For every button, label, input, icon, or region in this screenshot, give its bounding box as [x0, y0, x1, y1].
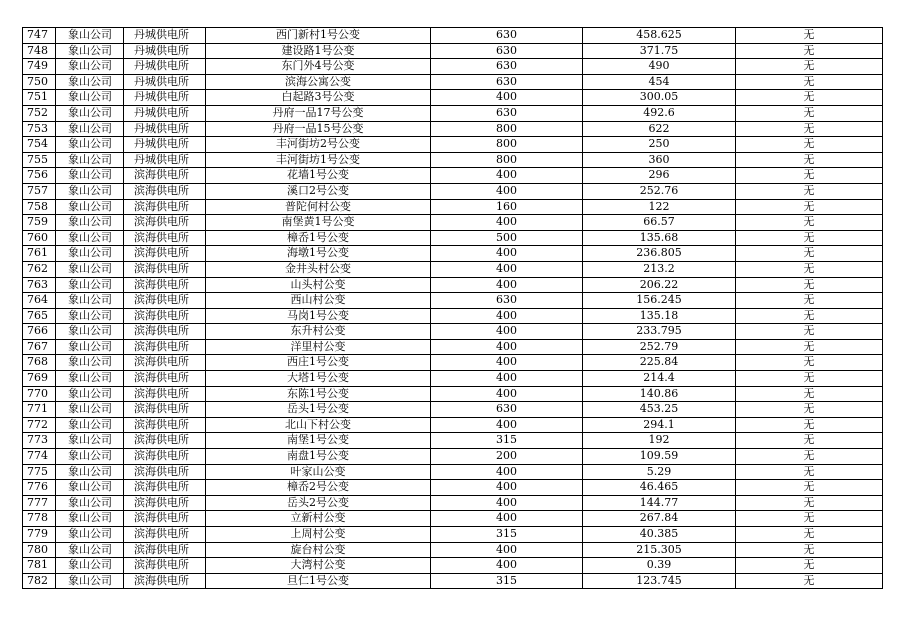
company-cell: 象山公司: [56, 371, 124, 387]
company-cell: 象山公司: [56, 402, 124, 418]
company-cell: 象山公司: [56, 293, 124, 309]
capacity-cell: 630: [431, 74, 583, 90]
capacity-cell: 400: [431, 542, 583, 558]
capacity-cell: 630: [431, 402, 583, 418]
table-row: [23, 527, 883, 543]
table-row: [23, 573, 883, 589]
remark-cell: 无: [736, 464, 883, 480]
company-cell: 象山公司: [56, 121, 124, 137]
station-cell: 滨海供电所: [124, 480, 206, 496]
company-cell: 象山公司: [56, 28, 124, 44]
load-value-cell: 492.6: [583, 105, 736, 121]
company-cell: 象山公司: [56, 168, 124, 184]
table-row: [23, 324, 883, 340]
station-cell: 丹城供电所: [124, 90, 206, 106]
remark-cell: 无: [736, 308, 883, 324]
station-cell: 滨海供电所: [124, 371, 206, 387]
capacity-cell: 400: [431, 495, 583, 511]
table-row: [23, 277, 883, 293]
load-value-cell: 454: [583, 74, 736, 90]
transformer-name-cell: 南堡黄1号公变: [206, 215, 431, 231]
capacity-cell: 800: [431, 152, 583, 168]
capacity-cell: 400: [431, 277, 583, 293]
row-number-cell: 759: [23, 215, 56, 231]
remark-cell: 无: [736, 168, 883, 184]
load-value-cell: 252.79: [583, 339, 736, 355]
company-cell: 象山公司: [56, 417, 124, 433]
transformer-name-cell: 岳头1号公变: [206, 402, 431, 418]
row-number-cell: 768: [23, 355, 56, 371]
transformer-name-cell: 大湾村公变: [206, 558, 431, 574]
transformer-name-cell: 旋台村公变: [206, 542, 431, 558]
transformer-name-cell: 立新村公变: [206, 511, 431, 527]
table-row: [23, 542, 883, 558]
row-number-cell: 779: [23, 527, 56, 543]
row-number-cell: 762: [23, 261, 56, 277]
company-cell: 象山公司: [56, 59, 124, 75]
capacity-cell: 400: [431, 308, 583, 324]
row-number-cell: 758: [23, 199, 56, 215]
table-row: [23, 464, 883, 480]
remark-cell: 无: [736, 59, 883, 75]
remark-cell: 无: [736, 371, 883, 387]
load-value-cell: 144.77: [583, 495, 736, 511]
company-cell: 象山公司: [56, 495, 124, 511]
company-cell: 象山公司: [56, 355, 124, 371]
remark-cell: 无: [736, 215, 883, 231]
table-row: [23, 449, 883, 465]
transformer-table: [22, 27, 883, 589]
spreadsheet-page: [22, 27, 882, 589]
station-cell: 滨海供电所: [124, 246, 206, 262]
capacity-cell: 400: [431, 417, 583, 433]
capacity-cell: 800: [431, 121, 583, 137]
load-value-cell: 622: [583, 121, 736, 137]
row-number-cell: 755: [23, 152, 56, 168]
load-value-cell: 215.305: [583, 542, 736, 558]
company-cell: 象山公司: [56, 542, 124, 558]
load-value-cell: 458.625: [583, 28, 736, 44]
station-cell: 丹城供电所: [124, 105, 206, 121]
table-body: [23, 28, 883, 589]
station-cell: 滨海供电所: [124, 449, 206, 465]
table-row: [23, 90, 883, 106]
remark-cell: 无: [736, 199, 883, 215]
remark-cell: 无: [736, 355, 883, 371]
load-value-cell: 371.75: [583, 43, 736, 59]
transformer-name-cell: 花墙1号公变: [206, 168, 431, 184]
capacity-cell: 315: [431, 573, 583, 589]
station-cell: 滨海供电所: [124, 339, 206, 355]
capacity-cell: 400: [431, 339, 583, 355]
row-number-cell: 757: [23, 183, 56, 199]
table-row: [23, 152, 883, 168]
remark-cell: 无: [736, 324, 883, 340]
load-value-cell: 236.805: [583, 246, 736, 262]
capacity-cell: 315: [431, 527, 583, 543]
company-cell: 象山公司: [56, 90, 124, 106]
company-cell: 象山公司: [56, 558, 124, 574]
remark-cell: 无: [736, 43, 883, 59]
load-value-cell: 123.745: [583, 573, 736, 589]
transformer-name-cell: 丰河街坊2号公变: [206, 137, 431, 153]
capacity-cell: 400: [431, 246, 583, 262]
remark-cell: 无: [736, 542, 883, 558]
transformer-name-cell: 叶家山公变: [206, 464, 431, 480]
table-row: [23, 371, 883, 387]
row-number-cell: 756: [23, 168, 56, 184]
company-cell: 象山公司: [56, 339, 124, 355]
load-value-cell: 213.2: [583, 261, 736, 277]
station-cell: 滨海供电所: [124, 199, 206, 215]
station-cell: 丹城供电所: [124, 74, 206, 90]
capacity-cell: 630: [431, 59, 583, 75]
transformer-name-cell: 西门新村1号公变: [206, 28, 431, 44]
company-cell: 象山公司: [56, 43, 124, 59]
capacity-cell: 400: [431, 558, 583, 574]
transformer-name-cell: 马岗1号公变: [206, 308, 431, 324]
transformer-name-cell: 溪口2号公变: [206, 183, 431, 199]
remark-cell: 无: [736, 480, 883, 496]
load-value-cell: 206.22: [583, 277, 736, 293]
remark-cell: 无: [736, 495, 883, 511]
table-row: [23, 480, 883, 496]
company-cell: 象山公司: [56, 527, 124, 543]
station-cell: 丹城供电所: [124, 59, 206, 75]
load-value-cell: 300.05: [583, 90, 736, 106]
transformer-name-cell: 东升村公变: [206, 324, 431, 340]
load-value-cell: 140.86: [583, 386, 736, 402]
capacity-cell: 630: [431, 28, 583, 44]
transformer-name-cell: 樟岙2号公变: [206, 480, 431, 496]
capacity-cell: 400: [431, 324, 583, 340]
load-value-cell: 122: [583, 199, 736, 215]
capacity-cell: 400: [431, 355, 583, 371]
remark-cell: 无: [736, 277, 883, 293]
row-number-cell: 760: [23, 230, 56, 246]
transformer-name-cell: 普陀何村公变: [206, 199, 431, 215]
capacity-cell: 630: [431, 105, 583, 121]
station-cell: 丹城供电所: [124, 152, 206, 168]
row-number-cell: 766: [23, 324, 56, 340]
table-row: [23, 137, 883, 153]
company-cell: 象山公司: [56, 137, 124, 153]
row-number-cell: 752: [23, 105, 56, 121]
station-cell: 滨海供电所: [124, 230, 206, 246]
station-cell: 滨海供电所: [124, 293, 206, 309]
row-number-cell: 778: [23, 511, 56, 527]
load-value-cell: 0.39: [583, 558, 736, 574]
load-value-cell: 453.25: [583, 402, 736, 418]
table-row: [23, 121, 883, 137]
load-value-cell: 109.59: [583, 449, 736, 465]
table-row: [23, 183, 883, 199]
transformer-name-cell: 山头村公变: [206, 277, 431, 293]
capacity-cell: 400: [431, 261, 583, 277]
company-cell: 象山公司: [56, 261, 124, 277]
transformer-name-cell: 北山下村公变: [206, 417, 431, 433]
company-cell: 象山公司: [56, 183, 124, 199]
capacity-cell: 400: [431, 511, 583, 527]
remark-cell: 无: [736, 28, 883, 44]
table-row: [23, 43, 883, 59]
company-cell: 象山公司: [56, 464, 124, 480]
row-number-cell: 751: [23, 90, 56, 106]
table-row: [23, 168, 883, 184]
load-value-cell: 252.76: [583, 183, 736, 199]
row-number-cell: 747: [23, 28, 56, 44]
row-number-cell: 777: [23, 495, 56, 511]
remark-cell: 无: [736, 293, 883, 309]
transformer-name-cell: 旦仁1号公变: [206, 573, 431, 589]
capacity-cell: 400: [431, 168, 583, 184]
remark-cell: 无: [736, 152, 883, 168]
capacity-cell: 630: [431, 293, 583, 309]
company-cell: 象山公司: [56, 511, 124, 527]
transformer-name-cell: 海墩1号公变: [206, 246, 431, 262]
row-number-cell: 770: [23, 386, 56, 402]
transformer-name-cell: 南盘1号公变: [206, 449, 431, 465]
row-number-cell: 775: [23, 464, 56, 480]
transformer-name-cell: 岳头2号公变: [206, 495, 431, 511]
load-value-cell: 46.465: [583, 480, 736, 496]
transformer-name-cell: 樟岙1号公变: [206, 230, 431, 246]
station-cell: 滨海供电所: [124, 261, 206, 277]
load-value-cell: 5.29: [583, 464, 736, 480]
remark-cell: 无: [736, 573, 883, 589]
load-value-cell: 360: [583, 152, 736, 168]
station-cell: 滨海供电所: [124, 573, 206, 589]
row-number-cell: 754: [23, 137, 56, 153]
company-cell: 象山公司: [56, 386, 124, 402]
company-cell: 象山公司: [56, 480, 124, 496]
table-row: [23, 74, 883, 90]
station-cell: 滨海供电所: [124, 542, 206, 558]
row-number-cell: 764: [23, 293, 56, 309]
transformer-name-cell: 白起路3号公变: [206, 90, 431, 106]
row-number-cell: 781: [23, 558, 56, 574]
company-cell: 象山公司: [56, 246, 124, 262]
load-value-cell: 66.57: [583, 215, 736, 231]
transformer-name-cell: 丹府一品17号公变: [206, 105, 431, 121]
station-cell: 滨海供电所: [124, 308, 206, 324]
table-row: [23, 355, 883, 371]
station-cell: 滨海供电所: [124, 433, 206, 449]
transformer-name-cell: 上周村公变: [206, 527, 431, 543]
table-row: [23, 433, 883, 449]
table-row: [23, 246, 883, 262]
remark-cell: 无: [736, 558, 883, 574]
station-cell: 滨海供电所: [124, 511, 206, 527]
load-value-cell: 296: [583, 168, 736, 184]
load-value-cell: 267.84: [583, 511, 736, 527]
company-cell: 象山公司: [56, 74, 124, 90]
load-value-cell: 214.4: [583, 371, 736, 387]
table-row: [23, 511, 883, 527]
capacity-cell: 400: [431, 464, 583, 480]
capacity-cell: 400: [431, 371, 583, 387]
row-number-cell: 780: [23, 542, 56, 558]
table-row: [23, 261, 883, 277]
load-value-cell: 192: [583, 433, 736, 449]
capacity-cell: 630: [431, 43, 583, 59]
capacity-cell: 400: [431, 215, 583, 231]
table-row: [23, 386, 883, 402]
remark-cell: 无: [736, 121, 883, 137]
table-row: [23, 293, 883, 309]
remark-cell: 无: [736, 74, 883, 90]
station-cell: 滨海供电所: [124, 402, 206, 418]
transformer-name-cell: 丹府一品15号公变: [206, 121, 431, 137]
station-cell: 丹城供电所: [124, 121, 206, 137]
transformer-name-cell: 大塔1号公变: [206, 371, 431, 387]
remark-cell: 无: [736, 90, 883, 106]
station-cell: 滨海供电所: [124, 277, 206, 293]
transformer-name-cell: 东门外4号公变: [206, 59, 431, 75]
remark-cell: 无: [736, 527, 883, 543]
table-row: [23, 28, 883, 44]
station-cell: 滨海供电所: [124, 417, 206, 433]
remark-cell: 无: [736, 105, 883, 121]
transformer-name-cell: 西山村公变: [206, 293, 431, 309]
remark-cell: 无: [736, 449, 883, 465]
capacity-cell: 315: [431, 433, 583, 449]
company-cell: 象山公司: [56, 308, 124, 324]
station-cell: 丹城供电所: [124, 137, 206, 153]
remark-cell: 无: [736, 417, 883, 433]
capacity-cell: 160: [431, 199, 583, 215]
capacity-cell: 500: [431, 230, 583, 246]
load-value-cell: 225.84: [583, 355, 736, 371]
company-cell: 象山公司: [56, 152, 124, 168]
company-cell: 象山公司: [56, 433, 124, 449]
row-number-cell: 765: [23, 308, 56, 324]
row-number-cell: 771: [23, 402, 56, 418]
table-row: [23, 105, 883, 121]
capacity-cell: 400: [431, 480, 583, 496]
remark-cell: 无: [736, 230, 883, 246]
table-row: [23, 417, 883, 433]
load-value-cell: 294.1: [583, 417, 736, 433]
transformer-name-cell: 东陈1号公变: [206, 386, 431, 402]
capacity-cell: 400: [431, 90, 583, 106]
row-number-cell: 753: [23, 121, 56, 137]
row-number-cell: 749: [23, 59, 56, 75]
remark-cell: 无: [736, 402, 883, 418]
table-row: [23, 59, 883, 75]
row-number-cell: 763: [23, 277, 56, 293]
company-cell: 象山公司: [56, 230, 124, 246]
remark-cell: 无: [736, 339, 883, 355]
station-cell: 滨海供电所: [124, 355, 206, 371]
company-cell: 象山公司: [56, 277, 124, 293]
load-value-cell: 135.68: [583, 230, 736, 246]
remark-cell: 无: [736, 511, 883, 527]
table-row: [23, 495, 883, 511]
station-cell: 丹城供电所: [124, 43, 206, 59]
transformer-name-cell: 丰河街坊1号公变: [206, 152, 431, 168]
table-row: [23, 558, 883, 574]
company-cell: 象山公司: [56, 449, 124, 465]
row-number-cell: 782: [23, 573, 56, 589]
company-cell: 象山公司: [56, 324, 124, 340]
transformer-name-cell: 滨海公寓公变: [206, 74, 431, 90]
capacity-cell: 400: [431, 386, 583, 402]
transformer-name-cell: 建设路1号公变: [206, 43, 431, 59]
remark-cell: 无: [736, 386, 883, 402]
station-cell: 滨海供电所: [124, 527, 206, 543]
company-cell: 象山公司: [56, 215, 124, 231]
row-number-cell: 767: [23, 339, 56, 355]
table-row: [23, 402, 883, 418]
row-number-cell: 776: [23, 480, 56, 496]
row-number-cell: 773: [23, 433, 56, 449]
row-number-cell: 774: [23, 449, 56, 465]
row-number-cell: 772: [23, 417, 56, 433]
row-number-cell: 748: [23, 43, 56, 59]
remark-cell: 无: [736, 183, 883, 199]
station-cell: 滨海供电所: [124, 464, 206, 480]
table-row: [23, 199, 883, 215]
remark-cell: 无: [736, 137, 883, 153]
station-cell: 滨海供电所: [124, 324, 206, 340]
capacity-cell: 400: [431, 183, 583, 199]
transformer-name-cell: 金井头村公变: [206, 261, 431, 277]
transformer-name-cell: 南堡1号公变: [206, 433, 431, 449]
transformer-name-cell: 西庄1号公变: [206, 355, 431, 371]
table-row: [23, 308, 883, 324]
company-cell: 象山公司: [56, 105, 124, 121]
station-cell: 滨海供电所: [124, 183, 206, 199]
row-number-cell: 750: [23, 74, 56, 90]
capacity-cell: 200: [431, 449, 583, 465]
load-value-cell: 490: [583, 59, 736, 75]
table-row: [23, 230, 883, 246]
station-cell: 滨海供电所: [124, 215, 206, 231]
company-cell: 象山公司: [56, 199, 124, 215]
station-cell: 丹城供电所: [124, 28, 206, 44]
load-value-cell: 250: [583, 137, 736, 153]
load-value-cell: 233.795: [583, 324, 736, 340]
station-cell: 滨海供电所: [124, 558, 206, 574]
row-number-cell: 769: [23, 371, 56, 387]
remark-cell: 无: [736, 261, 883, 277]
row-number-cell: 761: [23, 246, 56, 262]
remark-cell: 无: [736, 246, 883, 262]
load-value-cell: 40.385: [583, 527, 736, 543]
capacity-cell: 800: [431, 137, 583, 153]
station-cell: 滨海供电所: [124, 168, 206, 184]
company-cell: 象山公司: [56, 573, 124, 589]
table-row: [23, 339, 883, 355]
table-row: [23, 215, 883, 231]
station-cell: 滨海供电所: [124, 495, 206, 511]
load-value-cell: 156.245: [583, 293, 736, 309]
station-cell: 滨海供电所: [124, 386, 206, 402]
remark-cell: 无: [736, 433, 883, 449]
load-value-cell: 135.18: [583, 308, 736, 324]
transformer-name-cell: 洋里村公变: [206, 339, 431, 355]
